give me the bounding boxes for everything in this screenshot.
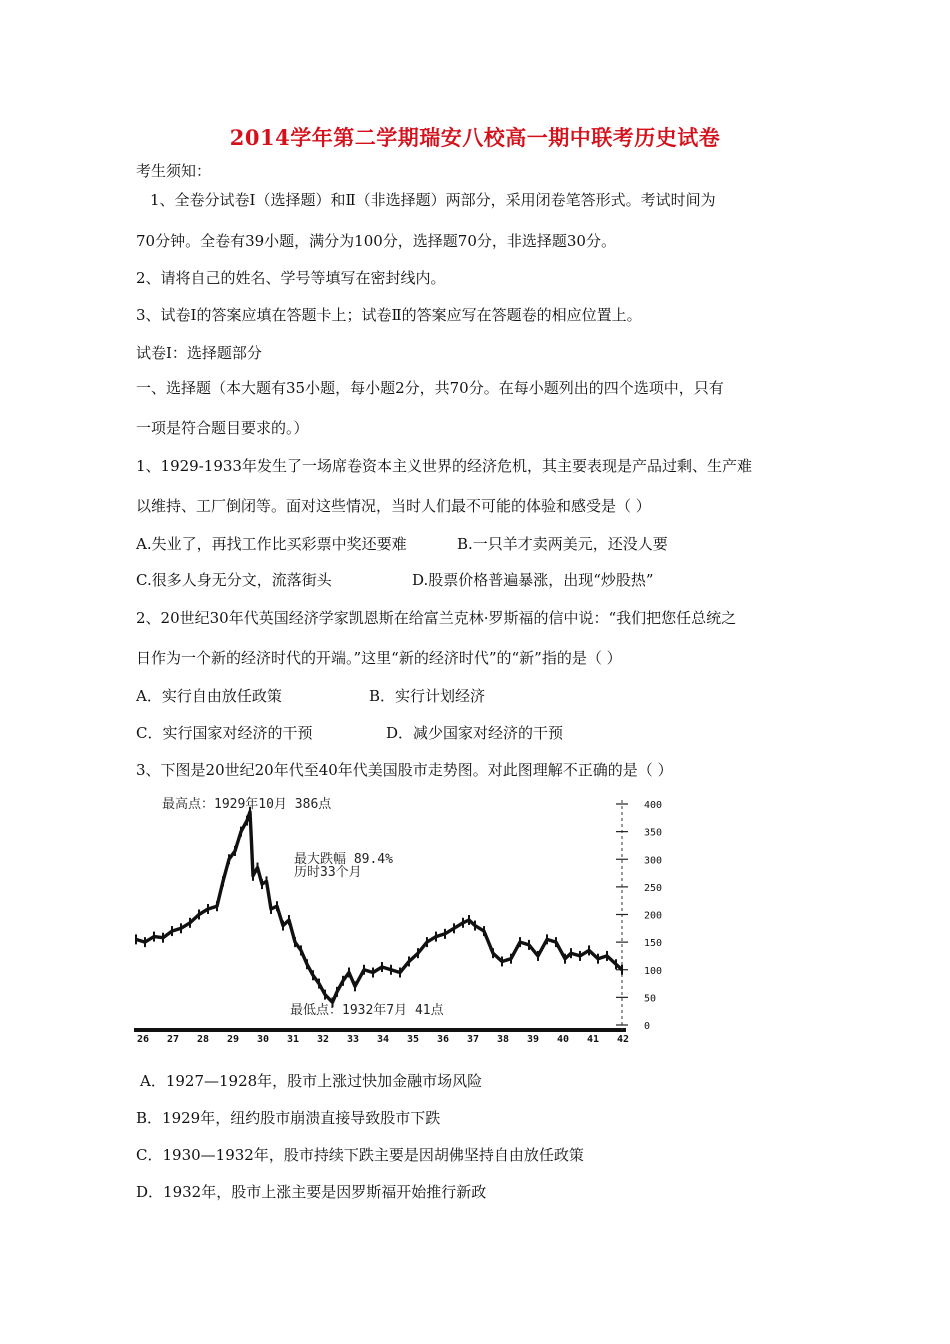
q3-option-b: B．1929年，纽约股市崩溃直接导致股市下跌 (136, 1109, 441, 1127)
notice-item-1b: 70分钟。全卷有39小题，满分为100分，选择题70分，非选择题30分。 (136, 232, 616, 250)
x-tick-label: 29 (227, 1034, 240, 1045)
y-tick-label: 0 (644, 1021, 651, 1032)
notice-heading: 考生须知： (136, 162, 212, 180)
q3-option-c: C．1930—1932年，股市持续下跌主要是因胡佛坚持自由放任政策 (136, 1146, 584, 1164)
x-tick-label: 40 (557, 1034, 570, 1045)
section-heading-b: 一项是符合题目要求的。） (136, 419, 309, 437)
x-tick-label: 32 (317, 1034, 330, 1045)
q1-option-a: A.失业了，再找工作比买彩票中奖还要难 (136, 535, 407, 553)
q1-stem-a: 1、1929-1933年发生了一场席卷资本主义世界的经济危机，其主要表现是产品过剩、生产难 (136, 457, 752, 475)
x-tick-label: 31 (287, 1034, 300, 1045)
q2-option-b: B．实行计划经济 (369, 687, 486, 705)
y-tick-label: 250 (644, 882, 663, 894)
x-tick-label: 38 (497, 1034, 510, 1045)
duration-annotation: 历时33个月 (294, 865, 362, 880)
notice-item-3: 3、试卷Ⅰ的答案应填在答题卡上；试卷Ⅱ的答案应写在答题卷的相应位置上。 (136, 306, 642, 324)
q1-option-c: C.很多人身无分文，流落街头 (136, 571, 332, 589)
y-tick-label: 200 (644, 910, 663, 922)
section-heading-a: 一、选择题（本大题有35小题，每小题2分，共70分。在每小题列出的四个选项中，只有 (136, 379, 724, 397)
q2-stem-a: 2、20世纪30年代英国经济学家凯恩斯在给富兰克林·罗斯福的信中说：“我们把您任总统之 (136, 609, 737, 627)
q3-option-d: D．1932年，股市上涨主要是因罗斯福开始推行新政 (136, 1183, 487, 1201)
x-tick-label: 26 (137, 1034, 150, 1045)
q3-option-a: A．1927—1928年，股市上涨过快加金融市场风险 (140, 1072, 483, 1090)
x-tick-label: 34 (377, 1034, 390, 1045)
y-tick-label: 300 (644, 855, 663, 867)
y-tick-label: 150 (644, 938, 663, 950)
low-annotation: 最低点：1932年7月 41点 (290, 1003, 444, 1018)
q1-option-d: D.股票价格普遍暴涨，出现“炒股热” (412, 571, 654, 589)
notice-item-2: 2、请将自己的姓名、学号等填写在密封线内。 (136, 269, 446, 287)
q2-option-c: C．实行国家对经济的干预 (136, 724, 313, 742)
notice-item-1a: 1、全卷分试卷Ⅰ（选择题）和Ⅱ（非选择题）两部分，采用闭卷笔答形式。考试时间为 (150, 191, 716, 209)
q1-stem-b: 以维持、工厂倒闭等。面对这些情况，当时人们最不可能的体验和感受是（ ） (136, 497, 651, 515)
q2-option-d: D．减少国家对经济的干预 (386, 724, 564, 742)
x-tick-label: 27 (167, 1034, 180, 1045)
peak-annotation: 最高点：1929年10月 386点 (162, 797, 332, 812)
y-tick-label: 400 (644, 800, 663, 811)
y-tick-label: 50 (644, 993, 657, 1005)
x-tick-label: 42 (617, 1034, 630, 1045)
x-tick-label: 35 (407, 1034, 420, 1045)
x-tick-label: 28 (197, 1034, 210, 1045)
q1-option-b: B.一只羊才卖两美元，还没人要 (457, 535, 668, 553)
y-tick-label: 100 (644, 965, 663, 977)
x-tick-label: 37 (467, 1034, 480, 1045)
x-tick-label: 30 (257, 1034, 270, 1045)
q2-option-a: A．实行自由放任政策 (136, 687, 282, 705)
max-drop-annotation: 最大跌幅 89.4% (294, 852, 393, 867)
x-axis-bar (134, 1028, 626, 1032)
q3-stem: 3、下图是20世纪20年代至40年代美国股市走势图。对此图理解不正确的是（ ） (136, 761, 673, 779)
q2-stem-b: 日作为一个新的经济时代的开端。”这里“新的经济时代”的“新”指的是（ ） (136, 649, 622, 667)
stock-market-chart (134, 790, 674, 1046)
x-tick-label: 41 (587, 1034, 600, 1045)
x-tick-label: 36 (437, 1034, 450, 1045)
x-tick-label: 33 (347, 1034, 360, 1045)
x-tick-label: 39 (527, 1034, 540, 1045)
y-tick-label: 350 (644, 827, 663, 839)
part1-heading: 试卷Ⅰ：选择题部分 (136, 344, 262, 362)
exam-title: 2014学年第二学期瑞安八校高一期中联考历史试卷 (229, 125, 721, 150)
